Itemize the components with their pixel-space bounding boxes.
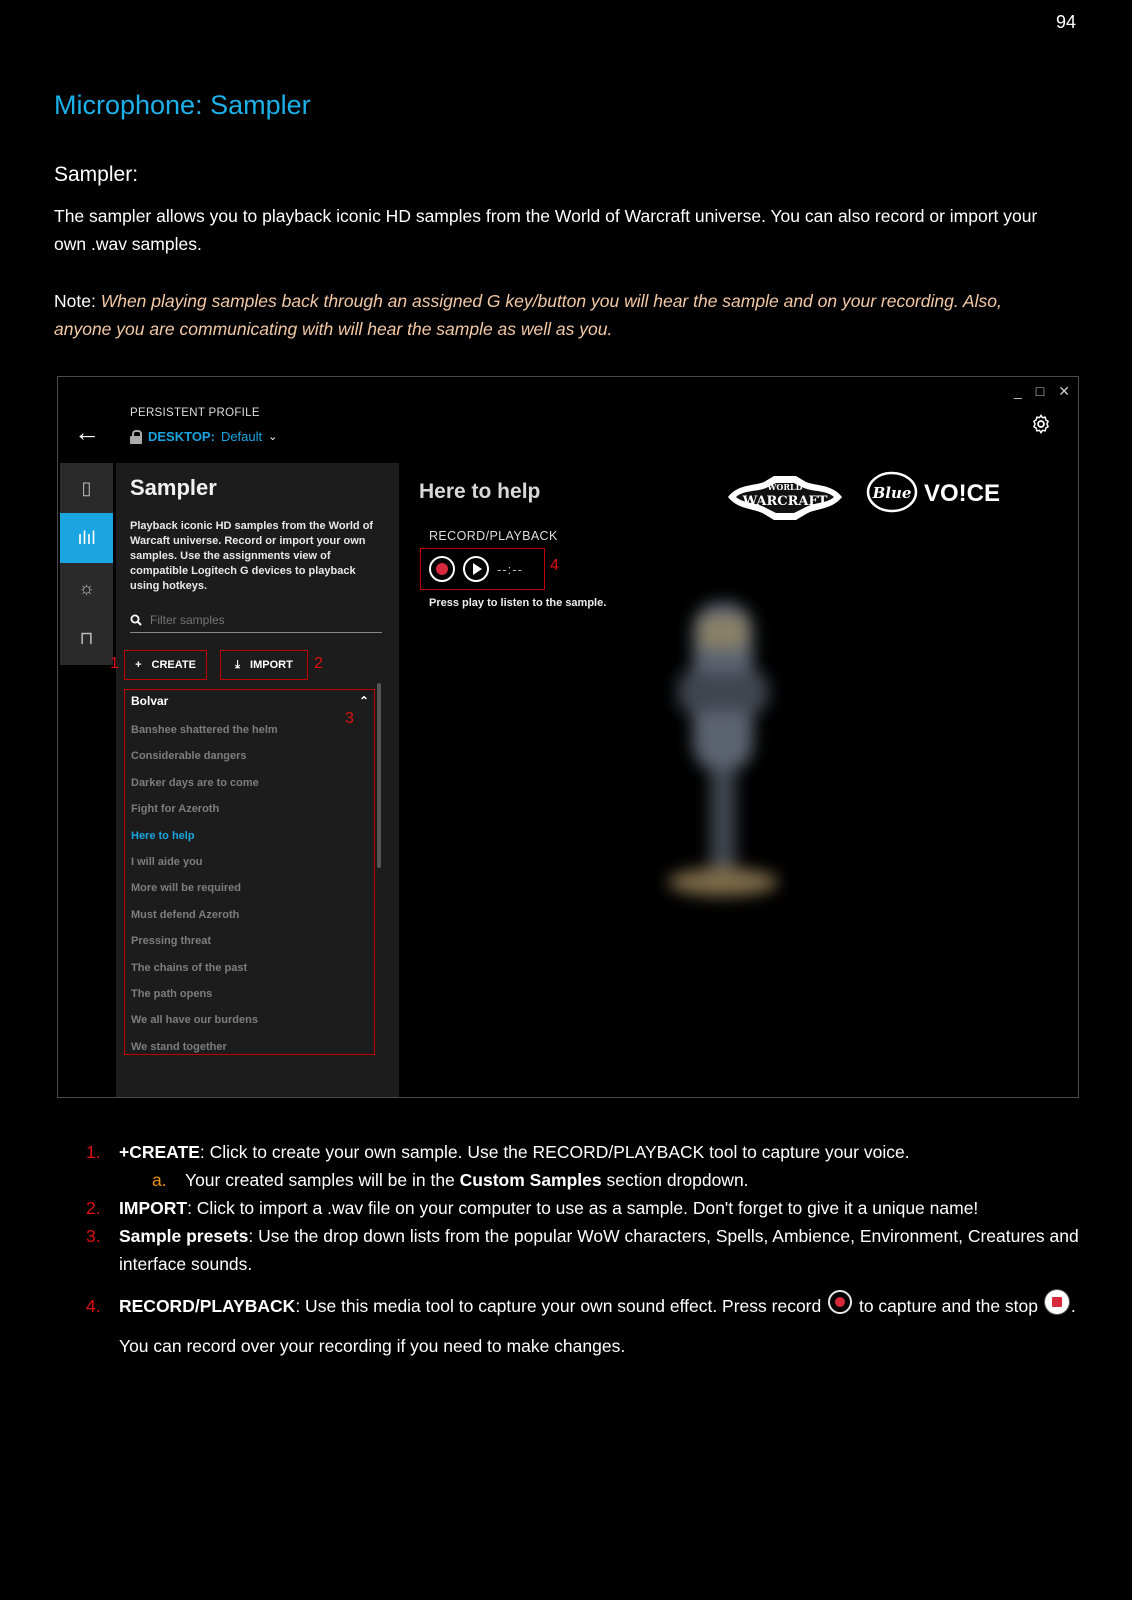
note-label: Note: <box>54 291 101 311</box>
microphone-device-icon[interactable]: ▯ <box>81 477 92 498</box>
panel-description: Playback iconic HD samples from the World of Warcaft universe. Record or import your own samples. Use the assignments view of compatible Logitech G devices to playback using hotkeys. <box>130 520 374 592</box>
sample-item[interactable]: The path opens <box>131 987 213 1000</box>
sample-item[interactable]: Here to help <box>131 829 195 842</box>
sample-title: Here to help <box>419 480 541 503</box>
chevron-down-icon: ⌄ <box>268 431 278 443</box>
sample-item[interactable]: Must defend Azeroth <box>131 908 240 921</box>
group-name: Bolvar <box>131 694 169 708</box>
scrollbar[interactable] <box>377 683 381 868</box>
search-icon <box>130 614 142 626</box>
sample-item[interactable]: We stand together <box>131 1040 227 1053</box>
step-import <box>86 1194 1086 1222</box>
sample-item[interactable]: The chains of the past <box>131 961 248 974</box>
step-text: . You can record over your recording if you need to make changes. <box>119 1296 1076 1356</box>
section-label: Sampler: <box>54 163 139 186</box>
record-playback-label: RECORD/PLAYBACK <box>429 529 558 543</box>
step-number: 3. <box>86 1226 101 1246</box>
filter-input[interactable] <box>150 613 370 627</box>
assignments-icon[interactable]: ⊓ <box>79 627 94 648</box>
back-arrow-icon[interactable]: ← <box>74 417 100 447</box>
import-label: IMPORT <box>250 659 293 671</box>
step-create-sub <box>152 1166 1086 1194</box>
step-bold: IMPORT <box>119 1198 188 1218</box>
voice-logo-text: VO!CE <box>924 480 1001 507</box>
step-text: : Use the drop down lists from the popular WoW characters, Spells, Ambience, Environment, Creatures and interface sounds. <box>119 1226 1079 1274</box>
sample-item[interactable]: Fight for Azeroth <box>131 803 220 816</box>
sample-item[interactable]: Darker days are to come <box>131 776 259 789</box>
microphone-image <box>648 582 798 912</box>
step-number: 2. <box>86 1198 101 1218</box>
stop-icon <box>1045 1290 1069 1314</box>
callout-2: 2 <box>314 655 323 672</box>
sample-list <box>131 722 278 1065</box>
record-button[interactable] <box>429 556 455 582</box>
step-text: section dropdown. <box>601 1170 749 1190</box>
lighting-icon[interactable]: ☼ <box>78 577 95 598</box>
sampler-panel <box>110 463 399 1098</box>
sample-item[interactable]: We all have our burdens <box>131 1014 258 1027</box>
play-button[interactable] <box>463 556 489 582</box>
page-heading: Microphone: Sampler <box>54 90 311 120</box>
play-icon <box>473 563 482 575</box>
sample-item[interactable]: Pressing threat <box>131 935 212 948</box>
steps-list <box>86 1138 1086 1366</box>
profile-label: PERSISTENT PROFILE <box>130 407 260 419</box>
callout-1: 1 <box>110 655 119 672</box>
record-icon <box>436 563 448 575</box>
step-number: 4. <box>86 1296 101 1316</box>
step-number: 1. <box>86 1142 101 1162</box>
gear-icon[interactable] <box>1030 413 1052 435</box>
close-button[interactable]: ✕ <box>1058 383 1070 399</box>
callout-3: 3 <box>345 710 354 727</box>
step-presets <box>86 1222 1086 1278</box>
window-controls <box>1014 383 1070 400</box>
create-label: CREATE <box>151 659 196 671</box>
profile-selector[interactable] <box>130 429 277 444</box>
maximize-button[interactable]: □ <box>1035 383 1045 399</box>
filter-field[interactable] <box>130 613 382 633</box>
record-playback-tool <box>420 548 545 590</box>
profile-prefix: DESKTOP: <box>148 429 215 444</box>
plus-icon: + <box>135 659 142 671</box>
sample-item[interactable]: I will aide you <box>131 855 203 868</box>
step-bold: RECORD/PLAYBACK <box>119 1296 296 1316</box>
step-text: : Use this media tool to capture your own sound effect. Press record <box>295 1296 827 1316</box>
wow-logo-top-text: WORLD <box>767 482 803 492</box>
playback-hint: Press play to listen to the sample. <box>429 597 607 609</box>
step-text: : Click to import a .wav file on your computer to use as a sample. Don't forget to give it a unique name! <box>187 1198 979 1218</box>
sample-item[interactable]: More will be required <box>131 882 242 895</box>
download-icon: ⤓ <box>235 658 241 671</box>
group-header[interactable] <box>131 694 369 708</box>
step-create <box>86 1138 1086 1166</box>
intro-paragraph: The sampler allows you to playback iconic HD samples from the World of Warcraft universe. You can also record or import your own .wav samples. <box>54 206 1038 254</box>
note-text: When playing samples back through an assigned G key/button you will hear the sample and on your recording. Also, anyone you are communicating with will hear the sample as well as you. <box>54 291 1002 339</box>
step-text: Your created samples will be in the <box>185 1170 460 1190</box>
step-text: : Click to create your own sample. Use the RECORD/PLAYBACK tool to capture your voice. <box>199 1142 910 1162</box>
step-bold: +CREATE <box>119 1142 200 1162</box>
record-icon <box>828 1290 852 1314</box>
wow-logo-main-text: WARCRAFT <box>742 494 828 509</box>
import-button[interactable] <box>220 650 308 680</box>
sample-item[interactable]: Considerable dangers <box>131 750 247 763</box>
minimize-button[interactable]: _ <box>1014 383 1022 399</box>
step-number: a. <box>152 1170 167 1190</box>
blue-logo-text: Blue <box>872 484 912 502</box>
sample-presets <box>124 689 375 1055</box>
blue-voice-logo <box>866 470 1002 514</box>
chevron-up-icon: ⌃ <box>358 694 369 708</box>
profile-value: Default <box>220 429 263 444</box>
app-screenshot <box>57 376 1079 1098</box>
sample-item[interactable]: Banshee shattered the helm <box>131 724 278 736</box>
step-text: to capture and the stop <box>854 1296 1043 1316</box>
note-paragraph <box>54 287 1064 343</box>
create-button[interactable] <box>124 650 207 680</box>
page-number: 94 <box>1055 12 1076 32</box>
world-of-warcraft-logo <box>724 472 846 522</box>
step-bold: Custom Samples <box>459 1170 602 1190</box>
time-display: --:-- <box>497 561 523 577</box>
step-bold: Sample presets <box>119 1226 249 1246</box>
step-record <box>86 1286 1086 1366</box>
sampler-waveform-icon[interactable]: ılıl <box>60 513 113 563</box>
callout-4: 4 <box>550 557 559 574</box>
panel-title: Sampler <box>130 475 217 500</box>
nav-rail <box>60 463 113 665</box>
lock-icon <box>130 430 142 444</box>
